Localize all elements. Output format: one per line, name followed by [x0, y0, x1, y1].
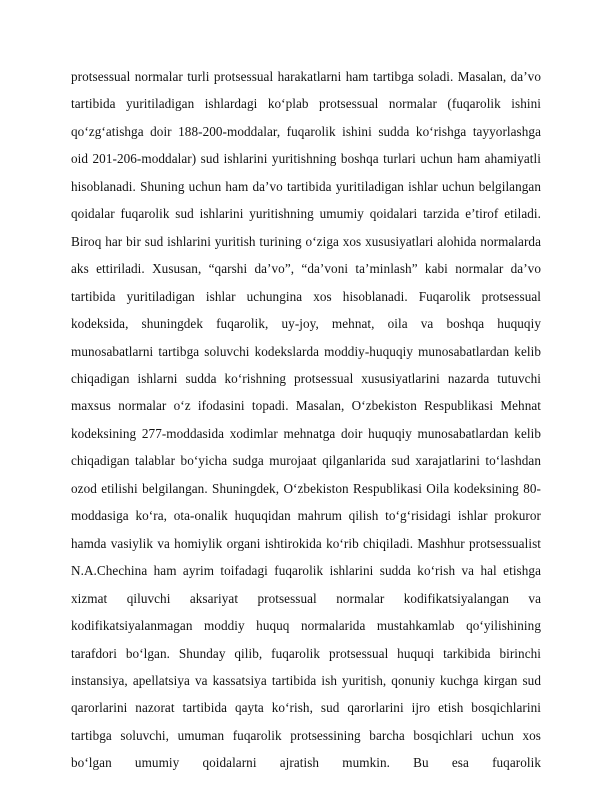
body-paragraph: protsessual normalar turli protsessual harakatlarni ham tartibga soladi. Masalan, da’vo tartibida yuritiladigan ishlardagi ko‘plab protsessual normalar (fuqarolik ishini qo‘zg‘atishga doir 188-200-moddalar, fuqarolik ishini sudda ko‘rishga tayyorlashga oid 201-206-moddalar) sud ishlarini yuritishning boshqa turlari uchun ham ahamiyatli hisoblanadi. Shuning uchun ham da’vo tartibida yuritiladigan ishlar uchun belgilangan qoidalar fuqarolik sud ishlarini yuritishning umumiy qoidalari tarzida e’tirof etiladi. Biroq har bir sud ishlarini yuritish turining o‘ziga xos xususiyatlari alohida normalarda aks ettiriladi. Xususan, “qarshi da’vo”, “da’voni ta’minlash” kabi normalar da’vo tartibida yuritiladigan ishlar uchungina xos hisoblanadi. Fuqarolik protsessual kodeksida, shuningdek fuqarolik, uy-joy, mehnat, oila va boshqa huquqiy munosabatlarni tartibga soluvchi kodekslarda moddiy-huquqiy munosabatlardan kelib chiqadigan ishlarni sudda ko‘rishning protsessual xususiyatlarini nazarda tutuvchi maxsus normalar o‘z ifodasini topadi. Masalan, O‘zbekiston Respublikasi Mehnat kodeksining 277-moddasida xodimlar mehnatga doir huquqiy munosabatlardan kelib chiqadigan talablar bo‘yicha sudga murojaat qilganlarida sud xarajatlarini to‘lashdan ozod etilishi belgilangan. Shuningdek, O‘zbekiston Respublikasi Oila kodeksining 80-moddasiga ko‘ra, ota-onalik huquqidan mahrum qilish to‘g‘risidagi ishlar prokuror hamda vasiylik va homiylik organi ishtirokida ko‘rib chiqiladi. Mashhur protsessualist N.A.Chechina ham ayrim toifadagi fuqarolik ishlarini sudda ko‘rish va hal etishga xizmat qiluvchi aksariyat protsessual normalar kodifikatsiyalangan va kodifikatsiyalanmagan moddiy huquq normalarida mustahkamlab qo‘yilishining tarafdori bo‘lgan. Shunday qilib, fuqarolik protsessual huquqi tarkibida birinchi instansiya, apellatsiya va kassatsiya tartibida ish yuritish, qonuniy kuchga kirgan sud qarorlarini nazorat tartibida qayta ko‘rish, sud qarorlarini ijro etish bosqichlarini tartibga soluvchi, umuman fuqarolik protsessining barcha bosqichlari uchun xos bo‘lgan umumiy qoidalarni ajratish mumkin. Bu esa fuqarolik — [71, 69, 541, 771]
body-text-block — [71, 63, 541, 804]
